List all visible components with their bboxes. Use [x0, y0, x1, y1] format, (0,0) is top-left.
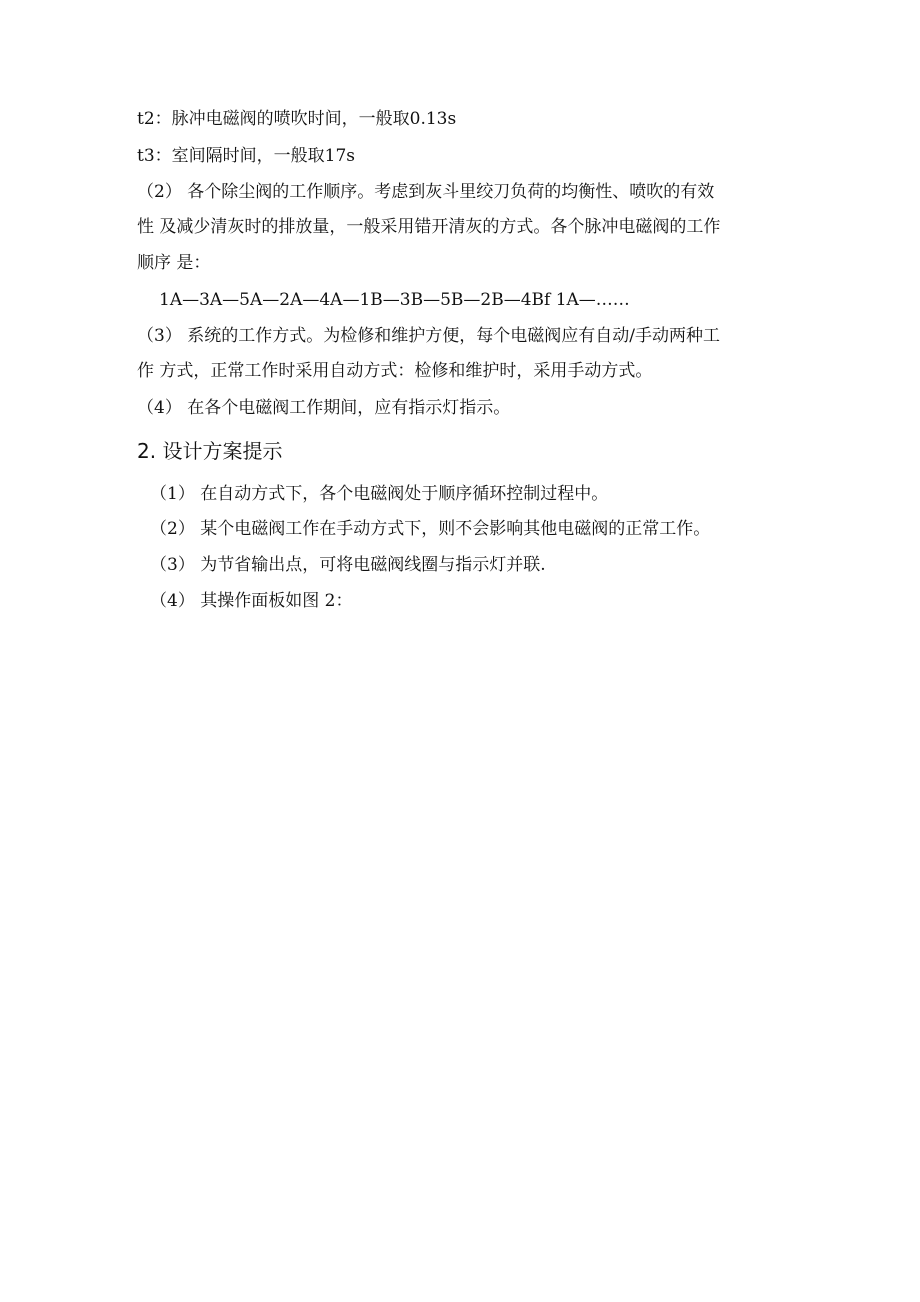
t2-description: t2：脉冲电磁阀的喷吹时间，一般取0.13s	[137, 109, 457, 129]
paragraph-2-line-2: 性 及减少清灰时的排放量，一般采用错开清灰的方式。各个脉冲电磁阀的工作	[137, 217, 721, 237]
paragraph-2-line-1: （2） 各个除尘阀的工作顺序。考虑到灰斗里绞刀负荷的均衡性、喷吹的有效	[137, 182, 715, 202]
design-hint-1: （1） 在自动方式下，各个电磁阀处于顺序循环控制过程中。	[150, 484, 609, 504]
valve-sequence: 1A—3A—5A—2A—4A—1B—3B—5B—2B—4Bf 1A—……	[159, 290, 630, 310]
design-hint-3: （3） 为节省输出点，可将电磁阀线圈与指示灯并联.	[150, 555, 546, 575]
paragraph-3-line-2: 作 方式，正常工作时采用自动方式：检修和维护时，采用手动方式。	[137, 361, 653, 381]
t3-description: t3：室间隔时间，一般取17s	[137, 146, 356, 166]
section-2-heading: 2. 设计方案提示	[137, 439, 283, 463]
paragraph-3-line-1: （3） 系统的工作方式。为检修和维护方便，每个电磁阀应有自动/手动两种工	[137, 326, 720, 346]
paragraph-2-line-3: 顺序 是：	[137, 253, 211, 273]
design-hint-2: （2） 某个电磁阀工作在手动方式下，则不会影响其他电磁阀的正常工作。	[150, 519, 711, 539]
design-hint-4: （4） 其操作面板如图 2：	[150, 591, 353, 611]
paragraph-4: （4） 在各个电磁阀工作期间，应有指示灯指示。	[137, 398, 511, 418]
